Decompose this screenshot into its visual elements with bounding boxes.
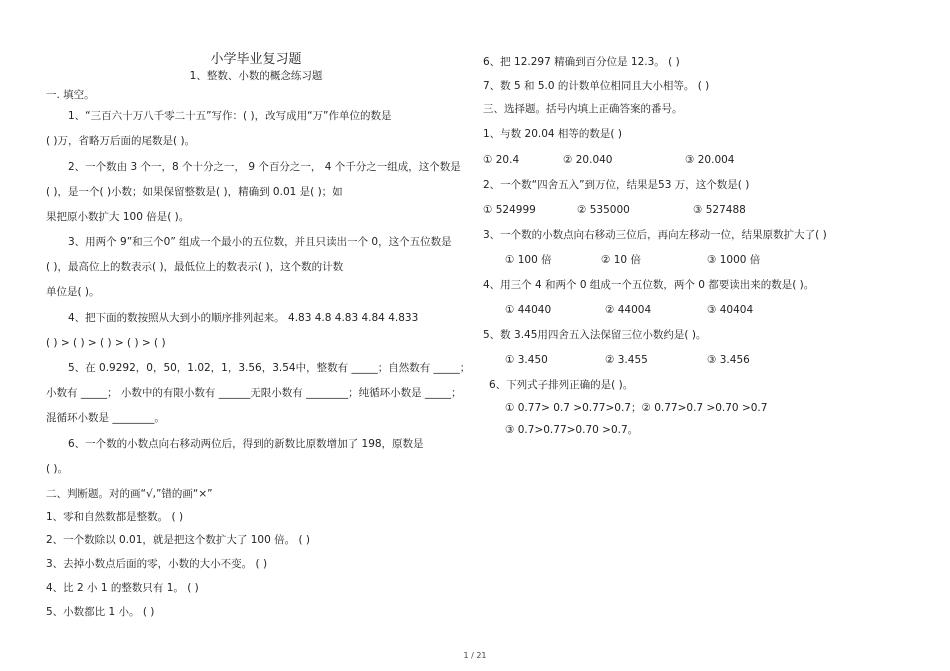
question-2-line-1: 2、一个数由 3 个一，8 个十分之一， 9 个百分之一， 4 个千分之一组成，这个数是 [68, 161, 461, 173]
choice-4-option-2: ② 44004 [605, 304, 652, 316]
question-3-line-2: ( )，最高位上的数表示( )，最低位上的数表示( )，这个数的计数 [46, 261, 344, 273]
document-subtitle: 1、整数、小数的概念练习题 [189, 70, 323, 82]
choice-5-question: 5、数 3.45用四舍五入法保留三位小数约是( )。 [483, 329, 707, 341]
judge-item-3: 3、去掉小数点后面的零，小数的大小不变。 ( ) [46, 558, 268, 570]
choice-2-option-2: ② 535000 [577, 204, 630, 216]
choice-1-option-2: ② 20.040 [563, 154, 613, 166]
judge-item-6: 6、把 12.297 精确到百分位是 12.3。 ( ) [483, 56, 680, 68]
question-2-line-2: ( )，是一个( )小数；如果保留整数是( )，精确到 0.01 是( )；如 [46, 186, 343, 198]
choice-6-question: 6、下列式子排列正确的是( )。 [489, 379, 634, 391]
question-4-line-1: 4、把下面的数按照从大到小的顺序排列起来。 4.83 4.8 4.83 4.84 4.833 [68, 312, 419, 324]
choice-5-option-3: ③ 3.456 [707, 354, 750, 366]
choice-4-option-1: ① 44040 [505, 304, 552, 316]
choice-5-option-2: ② 3.455 [605, 354, 648, 366]
choice-3-option-2: ② 10 倍 [601, 254, 641, 266]
section-fill-in: 一. 填空。 [46, 89, 95, 101]
judge-item-5: 5、小数都比 1 小。 ( ) [46, 606, 155, 618]
question-1-line-1: 1、“三百六十万八千零二十五”写作：( )，改写成用“万”作单位的数是 [68, 110, 392, 122]
choice-3-option-1: ① 100 倍 [505, 254, 552, 266]
judge-item-1: 1、零和自然数都是整数。 ( ) [46, 511, 184, 523]
choice-3-option-3: ③ 1000 倍 [707, 254, 761, 266]
question-6-line-2: ( )。 [46, 463, 69, 475]
choice-2-question: 2、一个数“四舍五入”到万位，结果是53 万，这个数是( ) [483, 179, 750, 191]
document-title: 小学毕业复习题 [210, 52, 302, 67]
choice-1-option-1: ① 20.4 [483, 154, 520, 166]
judge-item-4: 4、比 2 小 1 的整数只有 1。 ( ) [46, 582, 199, 594]
choice-2-option-1: ① 524999 [483, 204, 536, 216]
question-5-line-2: 小数有 _____； 小数中的有限小数有 ______无限小数有 ________；纯循环小数是 _____； [46, 387, 462, 399]
question-6-line-1: 6、一个数的小数点向右移动两位后，得到的新数比原数增加了 198，原数是 [68, 438, 424, 450]
question-3-line-3: 单位是( )。 [46, 286, 100, 298]
choice-6-options-line-1: ① 0.77> 0.7 >0.77>0.7；② 0.77>0.7 >0.70 >0.7 [505, 402, 768, 414]
choice-4-question: 4、用三个 4 和两个 0 组成一个五位数，两个 0 都要读出来的数是( )。 [483, 279, 815, 291]
judge-item-7: 7、数 5 和 5.0 的计数单位相同且大小相等。 ( ) [483, 80, 710, 92]
question-4-line-2: ( ) > ( ) > ( ) > ( ) > ( ) [46, 337, 166, 349]
question-5-line-1: 5、在 0.9292，0，50，1.02，1，3.56，3.54中，整数有 _____；自然数有 _____； [68, 362, 471, 374]
choice-4-option-3: ③ 40404 [707, 304, 754, 316]
choice-3-question: 3、一个数的小数点向右移动三位后，再向左移动一位，结果原数扩大了( ) [483, 229, 827, 241]
page-number: 1 / 21 [463, 651, 487, 660]
question-1-line-2: ( )万，省略万后面的尾数是( )。 [46, 135, 196, 147]
choice-6-options-line-2: ③ 0.7>0.77>0.70 >0.7。 [505, 424, 639, 436]
question-2-line-3: 果把原小数扩大 100 倍是( )。 [46, 211, 190, 223]
section-multiple-choice: 三、选择题。括号内填上正确答案的番号。 [483, 103, 683, 115]
section-true-false: 二、判断题。对的画“√,”错的画“×” [46, 488, 213, 500]
choice-1-option-3: ③ 20.004 [685, 154, 735, 166]
judge-item-2: 2、一个数除以 0.01，就是把这个数扩大了 100 倍。 ( ) [46, 534, 310, 546]
choice-1-question: 1、与数 20.04 相等的数是( ) [483, 128, 622, 140]
question-5-line-3: 混循环小数是 ________。 [46, 412, 165, 424]
choice-5-option-1: ① 3.450 [505, 354, 548, 366]
choice-2-option-3: ③ 527488 [693, 204, 746, 216]
question-3-line-1: 3、用两个 9”和三个0” 组成一个最小的五位数，并且只读出一个 0，这个五位数是 [68, 236, 452, 248]
